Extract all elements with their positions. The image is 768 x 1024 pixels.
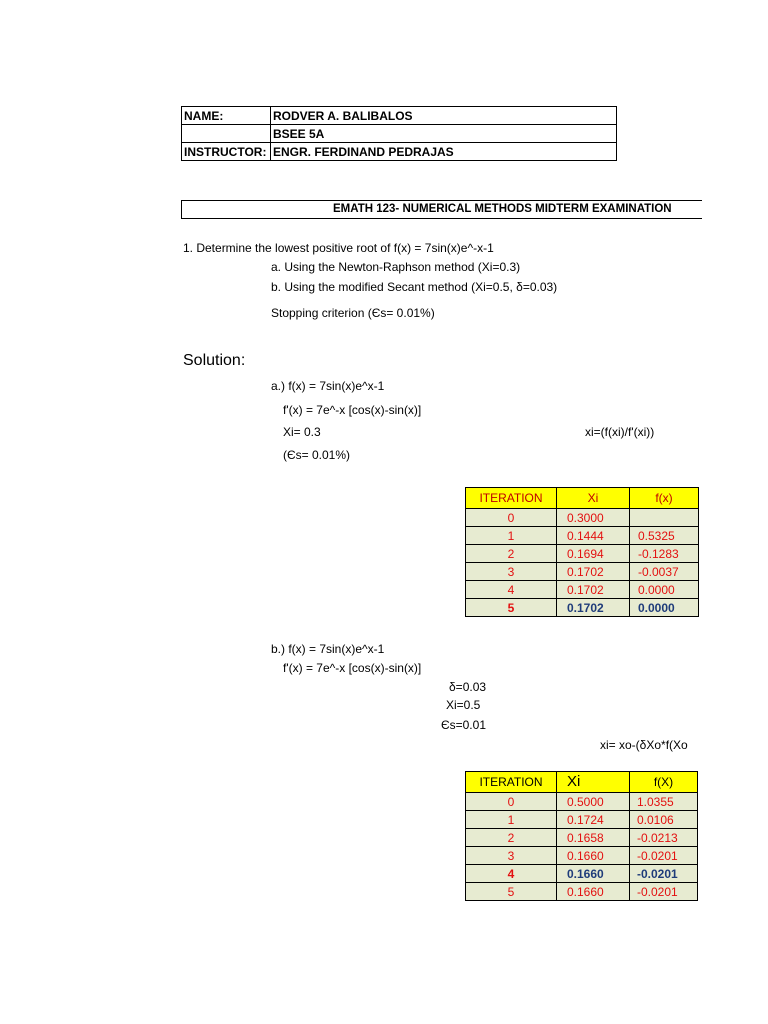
section-a-initial-xi: Xi= 0.3 xyxy=(283,425,321,439)
table-cell: -0.1283 xyxy=(630,545,699,563)
table-cell: 0 xyxy=(466,509,557,527)
table-cell: 0.0000 xyxy=(630,581,699,599)
table-cell: -0.0201 xyxy=(630,847,698,865)
table-cell: 0.1702 xyxy=(557,581,630,599)
table-cell: 0.5325 xyxy=(630,527,699,545)
table-row xyxy=(466,811,698,829)
table-cell: 0.1660 xyxy=(557,865,630,883)
exam-title-bar xyxy=(181,200,702,219)
table-cell: 2 xyxy=(466,829,557,847)
table-row xyxy=(466,527,699,545)
table-cell: 1.0355 xyxy=(630,793,698,811)
table-cell: 0.1660 xyxy=(557,883,630,901)
info-label: NAME: xyxy=(182,107,271,125)
section-b-tolerance: Єs=0.01 xyxy=(441,718,486,732)
table-cell: -0.0201 xyxy=(630,865,698,883)
table-row-final xyxy=(466,865,698,883)
table-cell: 0.1444 xyxy=(557,527,630,545)
table-cell: 1 xyxy=(466,811,557,829)
column-header-iteration: ITERATION xyxy=(466,772,557,793)
table-cell: 0.1660 xyxy=(557,847,630,865)
section-b-delta: δ=0.03 xyxy=(449,680,487,694)
section-b-function: b.) f(x) = 7sin(x)e^x-1 xyxy=(271,642,385,656)
table-cell: 0.0106 xyxy=(630,811,698,829)
info-value: ENGR. FERDINAND PEDRAJAS xyxy=(271,143,617,161)
modified-secant-table xyxy=(465,771,698,901)
table-cell: 0.1694 xyxy=(557,545,630,563)
table-row xyxy=(466,883,698,901)
table-cell: 3 xyxy=(466,847,557,865)
section-a-tolerance: (Єs= 0.01%) xyxy=(283,448,350,462)
table-cell: 4 xyxy=(466,865,557,883)
stopping-criterion: Stopping criterion (Єs= 0.01%) xyxy=(271,306,435,320)
table-row xyxy=(466,545,699,563)
info-row-name xyxy=(182,107,617,125)
info-label xyxy=(182,125,271,143)
section-b-initial-xi: Xi=0.5 xyxy=(446,698,481,712)
info-row-instructor xyxy=(182,143,617,161)
section-b-formula: xi= xo-(δXo*f(Xo xyxy=(600,738,688,752)
column-header-xi: Xi xyxy=(557,772,630,793)
table-row xyxy=(466,581,699,599)
table-cell: 5 xyxy=(466,599,557,617)
table-cell: 3 xyxy=(466,563,557,581)
info-label: INSTRUCTOR: xyxy=(182,143,271,161)
table-row xyxy=(466,847,698,865)
exam-title: EMATH 123- NUMERICAL METHODS MIDTERM EXAMINATION xyxy=(333,203,672,215)
table-cell: 0.3000 xyxy=(557,509,630,527)
table-cell: 0.1702 xyxy=(557,599,630,617)
section-a-derivative: f'(x) = 7e^-x [cos(x)-sin(x)] xyxy=(283,403,422,417)
table-cell: 0.0000 xyxy=(630,599,699,617)
student-info-table xyxy=(181,106,617,161)
table-cell: 5 xyxy=(466,883,557,901)
table-header-row xyxy=(466,488,699,509)
table-cell: 0 xyxy=(466,793,557,811)
table-cell: 0.1702 xyxy=(557,563,630,581)
column-header-fx: f(X) xyxy=(630,772,698,793)
info-value: BSEE 5A xyxy=(271,125,617,143)
info-row-section xyxy=(182,125,617,143)
column-header-iteration: ITERATION xyxy=(466,488,557,509)
table-cell: 0.1658 xyxy=(557,829,630,847)
table-cell: 0.5000 xyxy=(557,793,630,811)
table-cell: -0.0201 xyxy=(630,883,698,901)
table-row xyxy=(466,829,698,847)
problem-part-b: b. Using the modified Secant method (Xi=0.5, δ=0.03) xyxy=(271,280,558,294)
column-header-fx: f(x) xyxy=(630,488,699,509)
table-cell: 1 xyxy=(466,527,557,545)
table-cell: 0.1724 xyxy=(557,811,630,829)
table-row-final xyxy=(466,599,699,617)
solution-heading: Solution: xyxy=(183,352,246,369)
section-b-derivative: f'(x) = 7e^-x [cos(x)-sin(x)] xyxy=(283,661,422,675)
section-a-function: a.) f(x) = 7sin(x)e^x-1 xyxy=(271,379,385,393)
problem-part-a: a. Using the Newton-Raphson method (Xi=0.3) xyxy=(271,260,521,274)
table-cell: -0.0213 xyxy=(630,829,698,847)
section-a-formula: xi=(f(xi)/f'(xi)) xyxy=(585,425,655,439)
table-header-row xyxy=(466,772,698,793)
table-cell: 2 xyxy=(466,545,557,563)
table-row xyxy=(466,793,698,811)
table-cell xyxy=(630,509,699,527)
info-value: RODVER A. BALIBALOS xyxy=(271,107,617,125)
column-header-xi: Xi xyxy=(557,488,630,509)
table-cell: -0.0037 xyxy=(630,563,699,581)
table-cell: 4 xyxy=(466,581,557,599)
table-row xyxy=(466,509,699,527)
table-row xyxy=(466,563,699,581)
problem-statement: 1. Determine the lowest positive root of f(x) = 7sin(x)e^-x-1 xyxy=(183,241,494,255)
newton-raphson-table xyxy=(465,487,699,617)
